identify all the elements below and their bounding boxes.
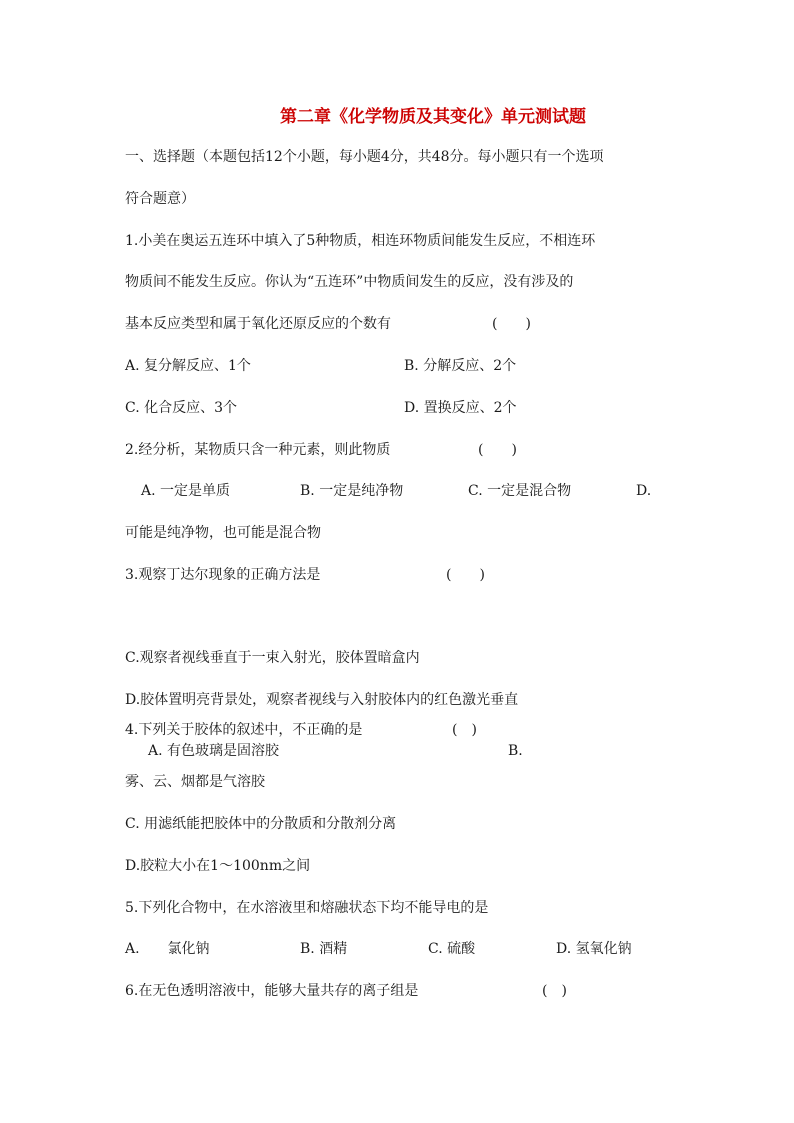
q1-stem-line2: 物质间不能发生反应。你认为“五连环”中物质间发生的反应，没有涉及的	[125, 274, 574, 290]
q4-option-d: D.胶粒大小在1～100nm之间	[125, 858, 311, 874]
q1-option-c: C. 化合反应、3个	[125, 400, 238, 416]
q6-stem: 6.在无色透明溶液中，能够大量共存的离子组是	[125, 983, 419, 999]
q2-answer-paren: ( )	[478, 442, 517, 458]
q3-answer-paren: ( )	[446, 567, 485, 583]
q6-answer-paren: ( )	[542, 983, 567, 999]
q4-stem: 4.下列关于胶体的叙述中，不正确的是	[125, 722, 363, 738]
q1-option-d: D. 置换反应、2个	[404, 400, 517, 416]
q2-option-d-text: 可能是纯净物，也可能是混合物	[125, 525, 321, 541]
q5-option-b: B. 酒精	[300, 941, 348, 957]
q1-stem-line1: 1.小美在奥运五连环中填入了5种物质，相连环物质间能发生反应，不相连环	[125, 233, 596, 249]
q5-option-d: D. 氢氧化钠	[556, 941, 632, 957]
q2-option-d: D.	[636, 483, 652, 499]
q2-option-c: C. 一定是混合物	[468, 483, 572, 499]
q1-option-b: B. 分解反应、2个	[404, 358, 517, 374]
q2-option-a: A. 一定是单质	[141, 483, 231, 499]
q1-stem-line3: 基本反应类型和属于氧化还原反应的个数有	[125, 316, 391, 332]
q3-option-d: D.胶体置明亮背景处，观察者视线与入射胶体内的红色激光垂直	[125, 692, 519, 708]
q3-option-c: C.观察者视线垂直于一束入射光，胶体置暗盒内	[125, 650, 420, 666]
q5-option-a: A. 氯化钠	[125, 941, 210, 957]
document-title: 第二章《化学物质及其变化》单元测试题	[280, 107, 586, 127]
q1-option-a: A. 复分解反应、1个	[125, 358, 251, 374]
q4-option-a: A. 有色玻璃是固溶胶	[148, 743, 280, 759]
section-heading-line1: 一、选择题（本题包括12个小题，每小题4分，共48分。每小题只有一个选项	[125, 149, 604, 165]
q4-option-c: C. 用滤纸能把胶体中的分散质和分散剂分离	[125, 816, 397, 832]
q1-answer-paren: ( )	[492, 316, 531, 332]
q4-answer-paren: ( )	[452, 722, 477, 738]
q3-stem: 3.观察丁达尔现象的正确方法是	[125, 567, 321, 583]
q2-stem: 2.经分析，某物质只含一种元素，则此物质	[125, 442, 391, 458]
section-heading-line2: 符合题意）	[125, 191, 195, 207]
q5-stem: 5.下列化合物中，在水溶液里和熔融状态下均不能导电的是	[125, 900, 489, 916]
q4-option-b-text: 雾、云、烟都是气溶胶	[125, 774, 265, 790]
q2-option-b: B. 一定是纯净物	[300, 483, 404, 499]
q5-option-c: C. 硫酸	[428, 941, 476, 957]
q4-option-b: B.	[508, 743, 523, 759]
